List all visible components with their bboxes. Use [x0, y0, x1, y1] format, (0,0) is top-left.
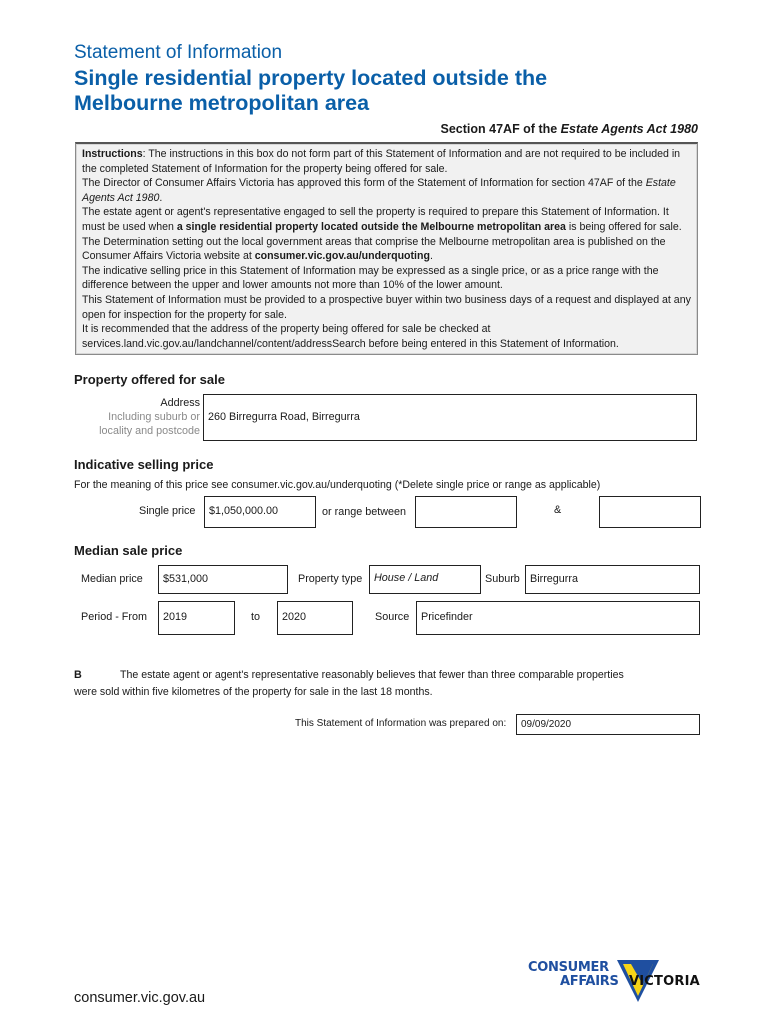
instructions-box: [75, 142, 698, 355]
instructions-p3-text-b: is being offered for sale. The Determination setting out the local government areas that comprise the Melbourne metropolitan area is published on the Consumer Affairs Victoria website at: [82, 220, 682, 263]
address-label-group: [80, 396, 200, 438]
cav-logo: [528, 958, 703, 1008]
instructions-p3-end: .: [429, 250, 433, 263]
suburb-value: Birregurra: [530, 573, 579, 585]
instructions-p2-act: Estate Agents Act 1980: [82, 177, 676, 204]
section-reference: [441, 122, 698, 136]
underquoting-link[interactable]: consumer.vic.gov.au/underquoting: [254, 250, 430, 263]
median-price-field[interactable]: [158, 565, 288, 594]
logo-line-2: AFFAIRS: [560, 974, 619, 989]
address-value: 260 Birregurra Road, Birregurra: [208, 411, 360, 423]
range-ampersand: &: [554, 504, 562, 516]
range-high-field[interactable]: [599, 496, 701, 528]
range-low-field[interactable]: [415, 496, 517, 528]
address-label: Address: [160, 397, 200, 409]
suburb-label: Suburb: [485, 573, 520, 585]
instructions-p2: [82, 176, 691, 205]
section-prefix: Section 47AF of the: [440, 122, 561, 136]
period-to-value: 2020: [282, 611, 307, 623]
section-act: Estate Agents Act 1980: [560, 122, 698, 136]
property-heading: Property offered for sale: [74, 372, 225, 387]
title-line-1: Single residential property located outside the: [74, 66, 548, 90]
instructions-p6: It is recommended that the address of the property being offered for sale be checked at services.land.vic.gov.au/landchannel/content/addressSearch before being entered in this Statement of Information.: [82, 323, 619, 350]
period-to-field[interactable]: [277, 601, 353, 635]
address-field[interactable]: [203, 394, 697, 441]
single-price-label: Single price: [139, 505, 196, 517]
property-type-value: House / Land: [374, 572, 439, 584]
property-type-label: Property type: [298, 573, 363, 585]
instructions-p3-bold: a single residential property located outside the Melbourne metropolitan area: [176, 220, 566, 233]
prepared-date-field[interactable]: [516, 714, 700, 735]
period-to-label: to: [251, 611, 261, 623]
instructions-p2-text: The Director of Consumer Affairs Victoria has approved this form of the Statement of Information for section 47AF of the: [82, 177, 646, 190]
address-sublabel-1: Including suburb or: [108, 411, 200, 423]
instructions-p1-text: : The instructions in this box do not form part of this Statement of Information and are not required to be included in the completed Statement of Information for the property being offered for sale.: [82, 148, 681, 175]
source-field[interactable]: [416, 601, 700, 635]
prepared-date-value: 09/09/2020: [521, 719, 572, 730]
range-label: or range between: [322, 506, 407, 518]
page-title: [74, 66, 674, 116]
instructions-p4: The indicative selling price in this Statement of Information may be expressed as a single price, or as a price range with the difference between the upper and lower amounts not more than 10% of the lower amount.: [82, 264, 659, 292]
suburb-field[interactable]: [525, 565, 700, 594]
instructions-p5: This Statement of Information must be provided to a prospective buyer within two business days of a request and displayed at any open for inspection for the property for sale.: [82, 293, 691, 321]
median-price-label: Median price: [81, 573, 143, 585]
comparable-option: B: [74, 669, 82, 681]
title-line-2: Melbourne metropolitan area: [74, 91, 370, 115]
logo-line-1: CONSUMER: [528, 960, 609, 975]
comparable-line-1: The estate agent or agent's representative reasonably believes that fewer than three comparable properties: [120, 669, 624, 681]
instructions-p3-text: The estate agent or agent's representative engaged to sell the property is required to prepare this Statement of Information. It must be used when: [82, 206, 669, 233]
price-heading: Indicative selling price: [74, 457, 214, 472]
source-value: Pricefinder: [421, 611, 473, 623]
instructions-p2-end: .: [159, 191, 163, 204]
median-price-value: $531,000: [163, 573, 209, 585]
price-note: For the meaning of this price see consumer.vic.gov.au/underquoting (*Delete single price or range as applicable): [74, 479, 601, 491]
instructions-p3: [82, 205, 691, 263]
instructions-heading: Instructions: [82, 148, 143, 160]
source-label: Source: [375, 611, 410, 623]
period-from-value: 2019: [163, 611, 188, 623]
single-price-field[interactable]: [204, 496, 316, 528]
property-type-field[interactable]: [369, 565, 481, 594]
period-from-field[interactable]: [158, 601, 235, 635]
instructions-p1: [82, 147, 691, 176]
comparable-line-2: were sold within five kilometres of the property for sale in the last 18 months.: [74, 686, 433, 698]
single-price-value: $1,050,000.00: [209, 505, 279, 517]
address-sublabel-2: locality and postcode: [99, 425, 200, 437]
form-kicker: Statement of Information: [74, 42, 283, 63]
footer-website[interactable]: consumer.vic.gov.au: [74, 990, 206, 1006]
logo-victoria-word: VICTORIA: [629, 974, 700, 989]
prepared-label: This Statement of Information was prepared on:: [295, 718, 507, 729]
median-heading: Median sale price: [74, 543, 183, 558]
period-from-label: Period - From: [81, 611, 147, 623]
